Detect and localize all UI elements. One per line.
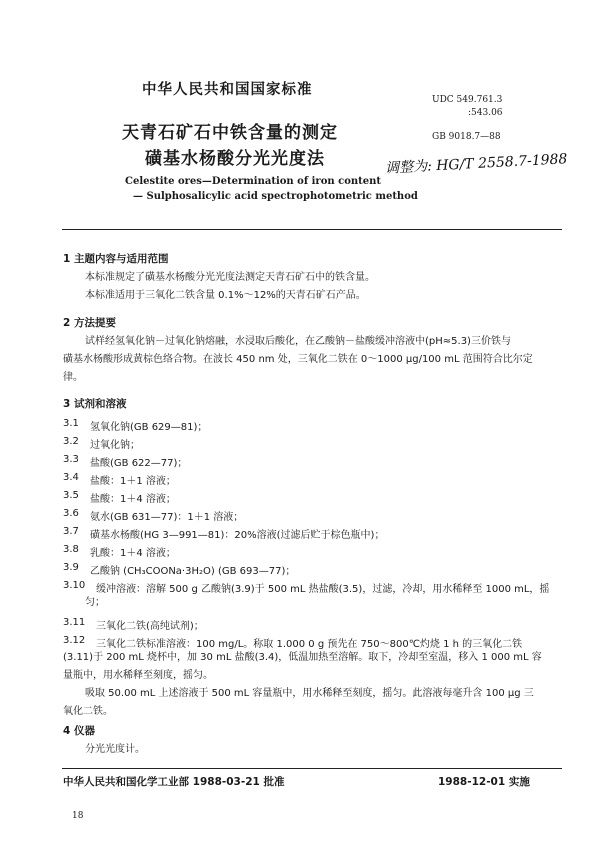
section-4-heading: 4 仪器 <box>63 725 95 737</box>
title-zh-line2: 磺基水杨酸分光光度法 <box>145 149 325 169</box>
reagent-item-continuation: (3.11)于 200 mL 烧杯中，加 30 mL 盐酸(3.4)，低温加热至溶解。取下，冷却至室温，移入 1 000 mL 容 <box>63 652 542 663</box>
section-1-heading: 1 主题内容与适用范围 <box>63 253 169 265</box>
implementation-date: 1988-12-01 实施 <box>438 776 530 788</box>
section-4-paragraph: 分光光度计。 <box>85 744 145 755</box>
approval-line: 中华人民共和国化学工业部 1988-03-21 批准 <box>63 776 285 788</box>
reagent-item-continuation: 量瓶中，用水稀释至刻度，摇匀。 <box>63 670 213 681</box>
section-2-paragraph: 磺基水杨酸形成黄棕色络合物。在波长 450 nm 处，三氧化二铁在 0～1000 μg/100 mL 范围符合比尔定 <box>63 354 533 365</box>
reagent-item-continuation: 氧化二铁。 <box>63 706 113 717</box>
header-divider <box>62 229 562 230</box>
gb-number: GB 9018.7—88 <box>432 132 501 142</box>
page-number: 18 <box>72 811 84 821</box>
udc-code: UDC 549.761.3 <box>432 95 503 105</box>
reagent-item-continuation: 吸取 50.00 mL 上述溶液于 500 mL 容量瓶中，用水稀释至刻度，摇匀。此溶液每毫升含 100 μg 三 <box>85 688 534 699</box>
title-zh-line1: 天青石矿石中铁含量的测定 <box>122 123 338 143</box>
section-1-paragraph: 本标准适用于三氧化二铁含量 0.1%～12%的天青石矿石产品。 <box>85 290 366 301</box>
title-en-line1: Celestite ores—Determination of iron content <box>125 176 382 187</box>
udc-code-sub: :543.06 <box>468 108 503 118</box>
footer-divider <box>62 768 562 769</box>
title-en-line2: — Sulphosalicylic acid spectrophotometric method <box>133 191 418 202</box>
section-2-paragraph: 试样经氢氧化钠－过氧化钠熔融，水浸取后酸化，在乙酸钠－盐酸缓冲溶液中(pH≈5.3)三价铁与 <box>85 336 511 347</box>
section-3-heading: 3 试剂和溶液 <box>63 398 127 410</box>
section-2-paragraph: 律。 <box>63 372 83 383</box>
section-2-heading: 2 方法提要 <box>63 317 116 329</box>
handwritten-note: 调整为: HG/T 2558.7-1988 <box>384 151 568 177</box>
section-1-paragraph: 本标准规定了磺基水杨酸分光光度法测定天青石矿石中的铁含量。 <box>85 272 375 283</box>
national-standard-heading: 中华人民共和国国家标准 <box>142 82 313 98</box>
reagent-item-continuation: 匀； <box>85 597 105 608</box>
